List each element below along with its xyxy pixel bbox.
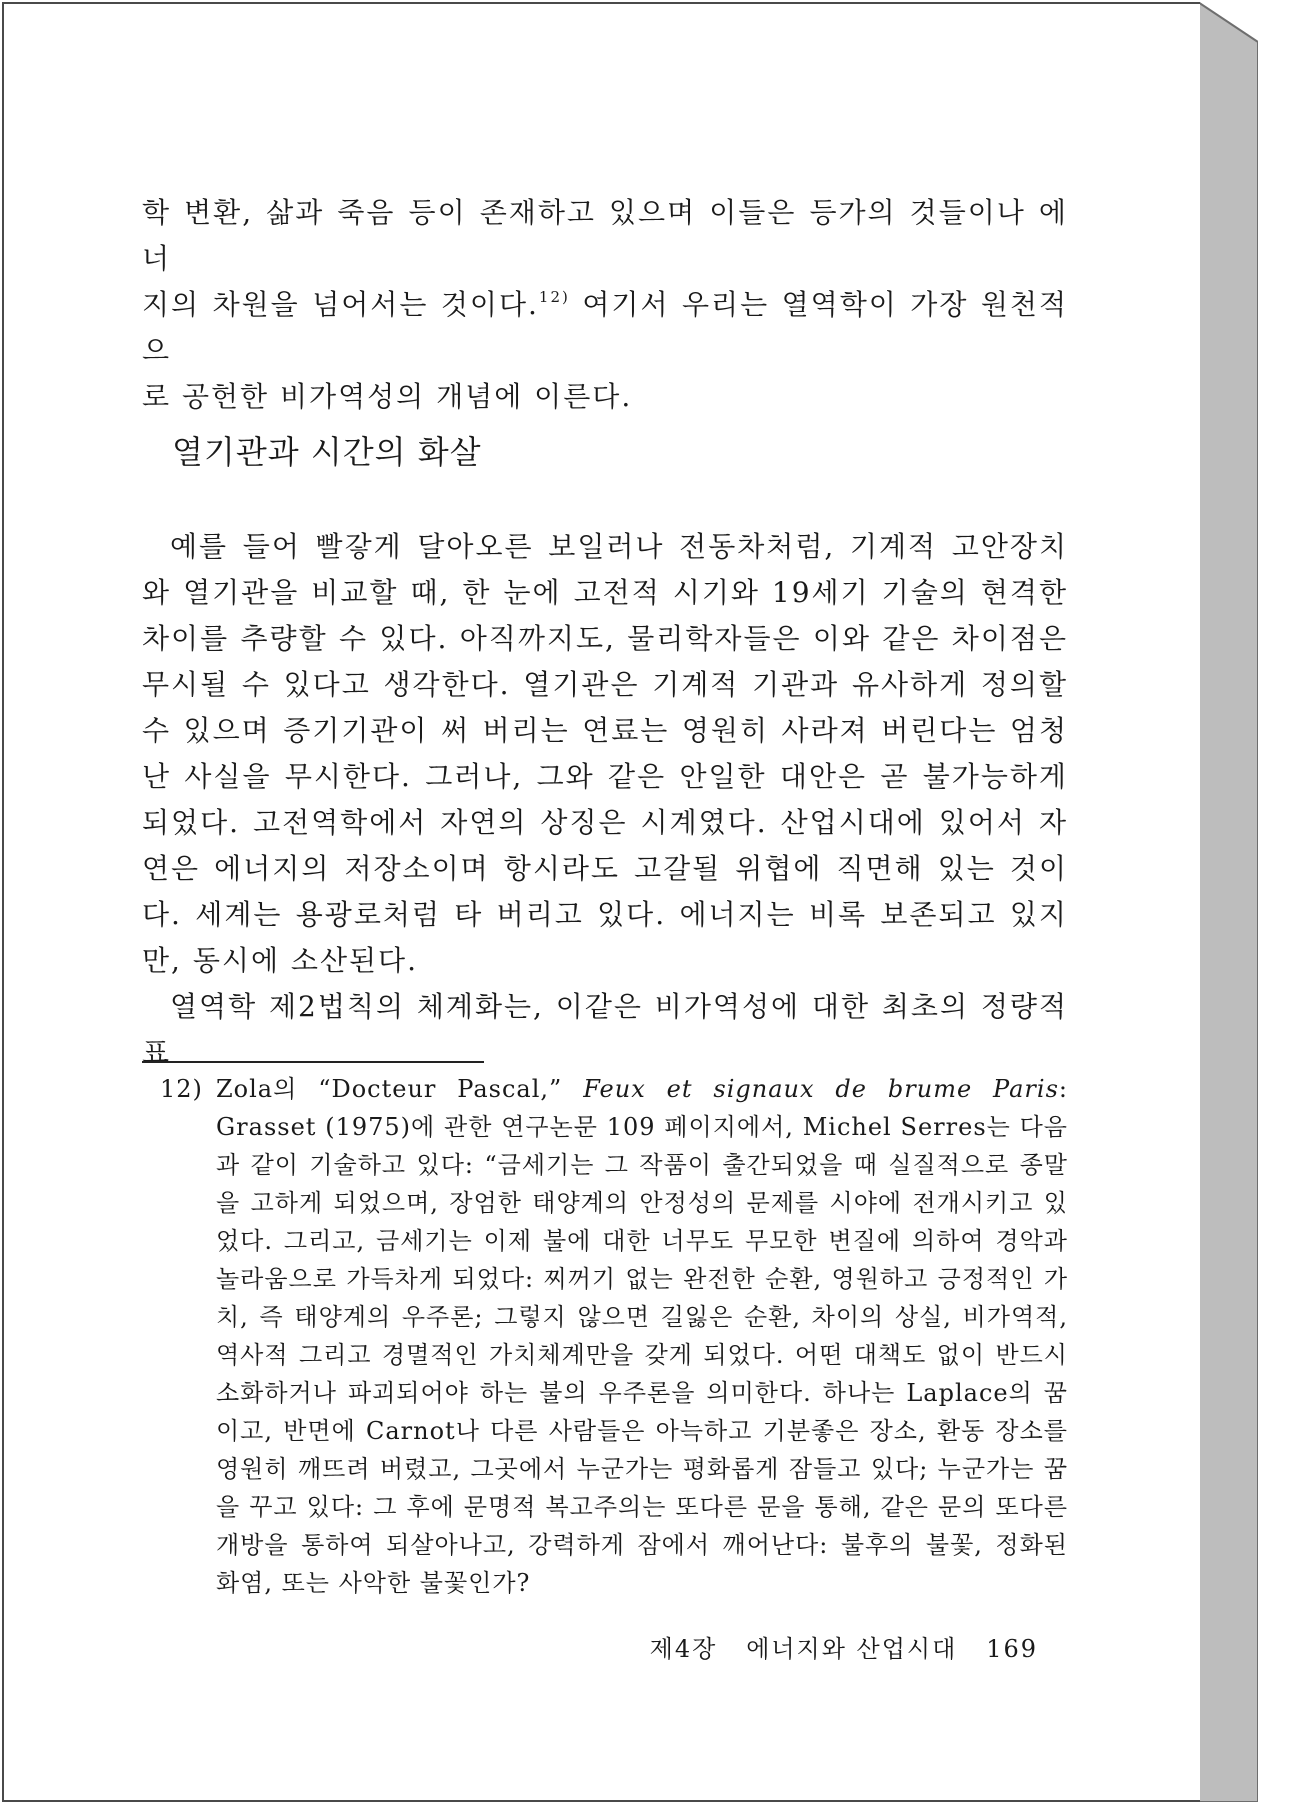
page xyxy=(2,2,1200,1802)
footer-chapter: 제4장 xyxy=(649,1635,718,1663)
page-number: 169 xyxy=(986,1635,1038,1663)
footnote-italic-title: Feux et signaux de brume Paris xyxy=(583,1075,1059,1103)
book-page-edge xyxy=(1198,2,1258,1802)
footer-chapter-title: 에너지와 산업시대 xyxy=(746,1635,958,1663)
footnote xyxy=(142,1070,1068,1602)
footnote-text-part: Zola의 “Docteur Pascal,” xyxy=(216,1075,584,1103)
footnote-reference: 12) xyxy=(538,288,570,306)
body-line-text: 여기서 우리는 열역학이 가장 원천적으 xyxy=(142,288,1068,367)
footnote-number: 12) xyxy=(160,1075,203,1103)
footnote-rule xyxy=(142,1061,484,1063)
section-heading: 열기관과 시간의 화살 xyxy=(172,433,482,471)
body-line-text: 지의 차원을 넘어서는 것이다. xyxy=(142,288,539,321)
body-line xyxy=(142,282,1068,374)
page-footer xyxy=(650,1629,1038,1664)
body-line: 로 공헌한 비가역성의 개념에 이른다. xyxy=(142,380,633,413)
paragraph-1: 예를 들어 빨갛게 달아오른 보일러나 전동차처럼, 기계적 고안장치와 열기관을 비교할 때, 한 눈에 고전적 시기와 19세기 기술의 현격한 차이를 추량할 수 있다. 아직까지도, 물리학자들은 이와 같은 차이점은 무시될 수 있다고 생각한다. 열기관은 기계적 기관과 유사하게 정의할 수 있으며 증기기관이 써 버리는 연료는 영원히 사라져 버린다는 엄청난 사실을 무시한다. 그러나, 그와 같은 안일한 대안은 곧 불가능하게 되었다. 고전역학에서 자연의 상징은 시계였다. 산업시대에 있어서 자연은 에너지의 저장소이며 항시라도 고갈될 위협에 직면해 있는 것이다. 세계는 용광로처럼 타 버리고 있다. 에너지는 비록 보존되고 있지만, 동시에 소산된다. xyxy=(142,530,1068,977)
footnote-text xyxy=(216,1070,1068,1602)
footnote-text-part: : Grasset (1975)에 관한 연구논문 109 페이지에서, Michel Serres는 다음과 같이 기술하고 있다: “금세기는 그 작품이 출간되었을 때 실질적으로 종말을 고하게 되었으며, 장엄한 태양계의 안정성의 문제를 시야에 전개시키고 있었다. 그리고, 금세기는 이제 불에 대한 너무도 무모한 변질에 의하여 경악과 놀라움으로 가득차게 되었다: 찌꺼기 없는 완전한 순환, 영원하고 긍정적인 가치, 즉 태양계의 우주론; 그렇지 않으면 길잃은 순환, 차이의 상실, 비가역적, 역사적 그리고 경멸적인 가치체계만을 갖게 되었다. 어떤 대책도 없이 반드시 소화하거나 파괴되어야 하는 불의 우주론을 의미한다. 하나는 Laplace의 꿈이고, 반면에 Carnot나 다른 사람들은 아늑하고 기분좋은 장소, 환동 장소를 영원히 깨뜨려 버렸고, 그곳에서 누군가는 평화롭게 잠들고 있다; 누군가는 꿈을 꾸고 있다: 그 후에 문명적 복고주의는 또다른 문을 통해, 같은 문의 또다른 개방을 통하여 되살아나고, 강력하게 잠에서 깨어난다: 불후의 불꽃, 정화된 화염, 또는 사악한 불꽃인가? xyxy=(216,1075,1068,1597)
continued-paragraph xyxy=(142,190,1068,420)
body-line: 학 변환, 삶과 죽음 등이 존재하고 있으며 이들은 등가의 것들이나 에너 xyxy=(142,196,1068,275)
main-paragraphs xyxy=(142,524,1068,1076)
paragraph-2: 열역학 제2법칙의 체계화는, 이같은 비가역성에 대한 최초의 정량적 표 xyxy=(142,990,1068,1069)
